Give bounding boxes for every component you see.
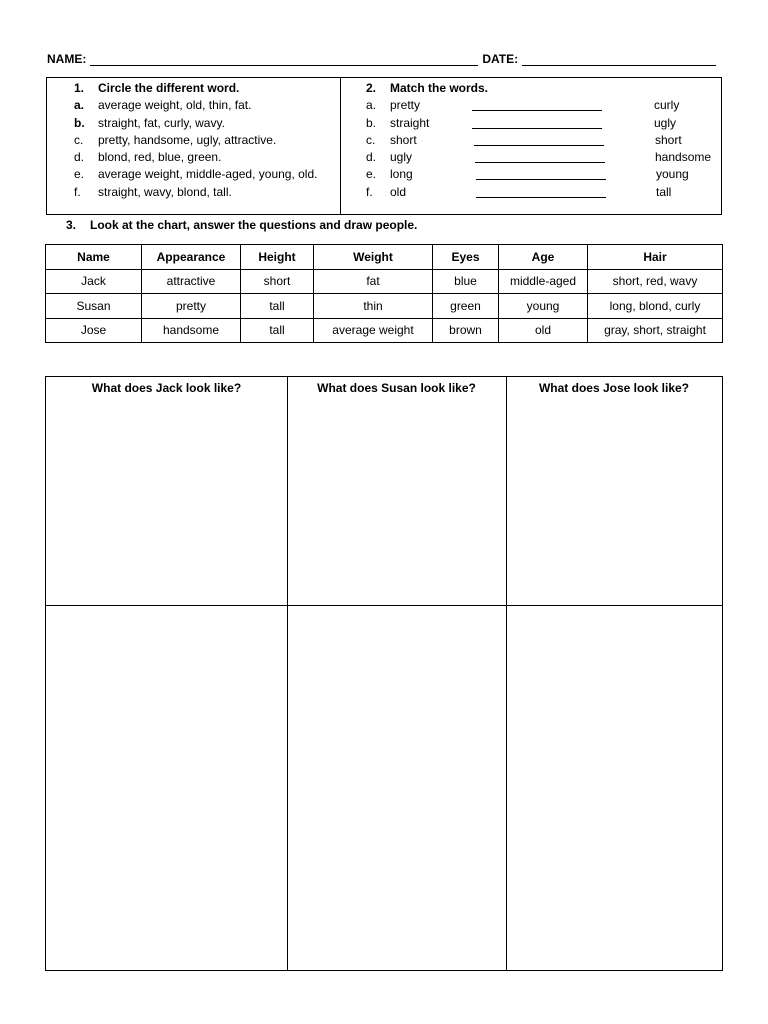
answer-blank[interactable] xyxy=(474,145,604,146)
box-divider xyxy=(340,78,341,214)
table-row xyxy=(46,269,723,294)
exercise-title: 2. Match the words. xyxy=(366,81,489,95)
list-item[interactable]: e. average weight, middle-aged, young, old. xyxy=(74,167,318,182)
question-jose: What does Jose look like? xyxy=(538,381,690,395)
list-item[interactable]: f. straight, wavy, blond, tall. xyxy=(74,184,232,199)
date-label: DATE: xyxy=(482,52,519,66)
table-cell: tall xyxy=(241,318,314,343)
answer-blank[interactable] xyxy=(476,197,606,198)
header xyxy=(47,48,722,66)
table-cell: Jose xyxy=(46,318,142,343)
table-cell: fat xyxy=(314,269,433,294)
exercise-match-words xyxy=(366,80,716,201)
exercises-box xyxy=(46,77,722,215)
name-field[interactable] xyxy=(90,53,478,66)
answer-area-jose[interactable] xyxy=(507,403,722,605)
table-cell: tall xyxy=(241,294,314,319)
table-cell: Susan xyxy=(46,294,142,319)
table-cell: Jack xyxy=(46,269,142,294)
drawing-area-jose[interactable] xyxy=(507,606,722,970)
drawing-area-susan[interactable] xyxy=(288,606,506,970)
answer-blank[interactable] xyxy=(476,179,606,180)
table-cell: pretty xyxy=(142,294,241,319)
column-header: Hair xyxy=(588,245,723,270)
exercise-title: 1. Circle the different word. xyxy=(74,81,240,95)
table-cell: thin xyxy=(314,294,433,319)
match-row: a. pretty curly xyxy=(366,98,680,113)
drawing-area-jack[interactable] xyxy=(46,606,287,970)
list-item[interactable]: d. blond, red, blue, green. xyxy=(74,150,222,165)
table-cell: long, blond, curly xyxy=(588,294,723,319)
answer-blank[interactable] xyxy=(475,162,605,163)
match-row: b. straight ugly xyxy=(366,115,677,130)
column-header: Height xyxy=(241,245,314,270)
column-header: Appearance xyxy=(142,245,241,270)
list-item[interactable]: a. average weight, old, thin, fat. xyxy=(74,98,252,113)
list-item[interactable]: c. pretty, handsome, ugly, attractive. xyxy=(74,132,277,147)
name-label: NAME: xyxy=(47,52,87,66)
table-cell: green xyxy=(433,294,499,319)
list-item[interactable]: b. straight, fat, curly, wavy. xyxy=(74,115,225,130)
column-header: Age xyxy=(499,245,588,270)
match-row: e. long young xyxy=(366,167,689,182)
table-cell: brown xyxy=(433,318,499,343)
answer-area-susan[interactable] xyxy=(288,403,506,605)
table-header-row xyxy=(46,245,723,270)
table-row xyxy=(46,318,723,343)
column-header: Name xyxy=(46,245,142,270)
table-cell: young xyxy=(499,294,588,319)
table-cell: gray, short, straight xyxy=(588,318,723,343)
answer-blank[interactable] xyxy=(472,110,602,111)
column-header: Eyes xyxy=(433,245,499,270)
match-row: c. short short xyxy=(366,132,682,147)
question-susan: What does Susan look like? xyxy=(317,381,476,395)
table-row xyxy=(46,294,723,319)
match-row: d. ugly handsome xyxy=(366,150,712,165)
question-jack: What does Jack look like? xyxy=(91,381,242,395)
table-cell: average weight xyxy=(314,318,433,343)
column-header: Weight xyxy=(314,245,433,270)
match-row: f. old tall xyxy=(366,184,672,199)
table-cell: short xyxy=(241,269,314,294)
table-cell: attractive xyxy=(142,269,241,294)
answer-area-jack[interactable] xyxy=(46,403,287,605)
drawing-grid xyxy=(45,376,723,971)
table-cell: short, red, wavy xyxy=(588,269,723,294)
answer-blank[interactable] xyxy=(472,128,602,129)
table-cell: middle-aged xyxy=(499,269,588,294)
description-chart xyxy=(45,244,723,343)
date-field[interactable] xyxy=(522,53,716,66)
table-cell: old xyxy=(499,318,588,343)
exercise-circle-word xyxy=(74,80,339,201)
table-cell: blue xyxy=(433,269,499,294)
exercise-title: 3. Look at the chart, answer the questions and draw people. xyxy=(66,218,418,232)
table-cell: handsome xyxy=(142,318,241,343)
